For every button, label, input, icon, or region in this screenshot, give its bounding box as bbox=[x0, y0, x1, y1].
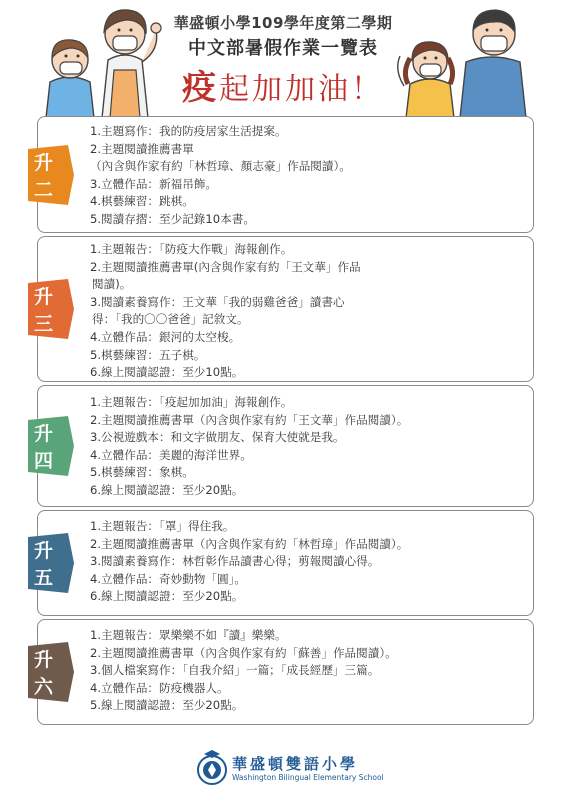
page-title-line2: 中文部暑假作業一覽表 bbox=[188, 38, 378, 59]
list-item: 5.閱讀存摺：至少記錄10本書。 bbox=[90, 211, 255, 226]
list-item: 1.主題報告：「罩」得住我。 bbox=[90, 519, 235, 533]
list-item: 3.公視遊戲本：和文字做朋友、保育大使就是我。 bbox=[90, 430, 345, 445]
list-item: 4.立體作品：防疫機器人。 bbox=[90, 680, 229, 695]
assignment-list bbox=[90, 394, 521, 500]
grade-tag bbox=[28, 416, 76, 476]
list-item: 3.閱讀素養寫作：王文華「我的弱雞爸爸」讀書心 bbox=[90, 294, 345, 309]
list-item: 2.主題閱讀推薦書單(內含與作家有約「王文華」作品 bbox=[90, 259, 361, 274]
list-item: 4.立體作品：奇妙動物「圓」。 bbox=[90, 571, 246, 586]
list-item: 3.個人檔案寫作：「自我介紹」一篇；「成長經歷」三篇。 bbox=[90, 663, 380, 678]
assignment-list bbox=[90, 627, 521, 715]
grade-box-2 bbox=[34, 116, 534, 233]
grade-tag bbox=[28, 145, 76, 205]
grade-tag bbox=[28, 642, 76, 702]
list-item: 5.線上閱讀認證：至少20點。 bbox=[90, 698, 244, 713]
grade-box-4 bbox=[34, 385, 534, 507]
grade-box-6 bbox=[34, 619, 534, 725]
list-item: 2.主題閱讀推薦書單（內含與作家有約「王文華」作品閱讀）。 bbox=[90, 412, 409, 427]
list-item: 6.線上閱讀認證：至少20點。 bbox=[90, 482, 244, 497]
list-item: （內含與作家有約「林哲璋、顏志豪」作品閱讀）。 bbox=[90, 159, 351, 174]
list-item: 4.棋藝練習：跳棋。 bbox=[90, 194, 194, 209]
assignment-list bbox=[90, 241, 521, 382]
list-item: 閱讀)。 bbox=[92, 277, 132, 292]
list-item: 2.主題閱讀推薦書單（內含與作家有約「蘇善」作品閱讀）。 bbox=[90, 645, 397, 660]
footer bbox=[0, 742, 566, 792]
grade-tag bbox=[28, 279, 76, 339]
list-item: 1.主題報告：眾樂樂不如『讀』樂樂。 bbox=[90, 628, 287, 642]
page-header bbox=[0, 0, 566, 118]
list-item: 3.閱讀素養寫作：林哲彰作品讀書心得；剪報閱讀心得。 bbox=[90, 554, 380, 569]
slogan-first-char: 疫 bbox=[182, 68, 219, 108]
grade-label: 升六 bbox=[34, 649, 54, 698]
list-item: 2.主題閱讀推薦書單（內含與作家有約「林哲璋」作品閱讀）。 bbox=[90, 536, 409, 551]
school-logo-icon bbox=[196, 748, 228, 788]
list-item: 5.棋藝練習：五子棋。 bbox=[90, 347, 206, 362]
slogan-rest: 起加加油！ bbox=[219, 72, 384, 107]
list-item: 6.線上閱讀認證：至少10點。 bbox=[90, 365, 244, 380]
list-item: 1.主題報告：「防疫大作戰」海報創作。 bbox=[90, 242, 293, 256]
list-item: 3.立體作品：新福吊飾。 bbox=[90, 176, 217, 191]
assignment-list bbox=[90, 123, 521, 229]
list-item: 5.棋藝練習：象棋。 bbox=[90, 465, 194, 480]
list-item: 4.立體作品：美麗的海洋世界。 bbox=[90, 447, 252, 462]
grade-tag bbox=[28, 533, 76, 593]
assignment-list bbox=[90, 518, 521, 606]
list-item: 2.主題閱讀推薦書單 bbox=[90, 141, 194, 156]
grade-label: 升二 bbox=[34, 151, 54, 201]
list-item: 1.主題報告：「疫起加加油」海報創作。 bbox=[90, 395, 293, 409]
right-family-illustration bbox=[396, 0, 546, 118]
school-name: 華盛頓雙語小學 bbox=[232, 755, 359, 773]
school-name-en: Washington Bilingual Elementary School bbox=[232, 773, 384, 782]
list-item: 1.主題寫作：我的防疫居家生活提案。 bbox=[90, 124, 287, 138]
list-item: 4.立體作品：銀河的太空梭。 bbox=[90, 329, 241, 344]
list-item: 6.線上閱讀認證：至少20點。 bbox=[90, 589, 244, 604]
page-title-line1: 華盛頓小學109學年度第二學期 bbox=[173, 14, 393, 32]
grade-box-3 bbox=[34, 236, 534, 382]
list-item: 得：「我的〇〇爸爸」記敘文。 bbox=[92, 312, 249, 327]
grade-label: 升四 bbox=[34, 423, 54, 472]
grade-label: 升五 bbox=[34, 540, 54, 589]
grade-box-5 bbox=[34, 510, 534, 616]
grade-label: 升三 bbox=[34, 286, 54, 335]
